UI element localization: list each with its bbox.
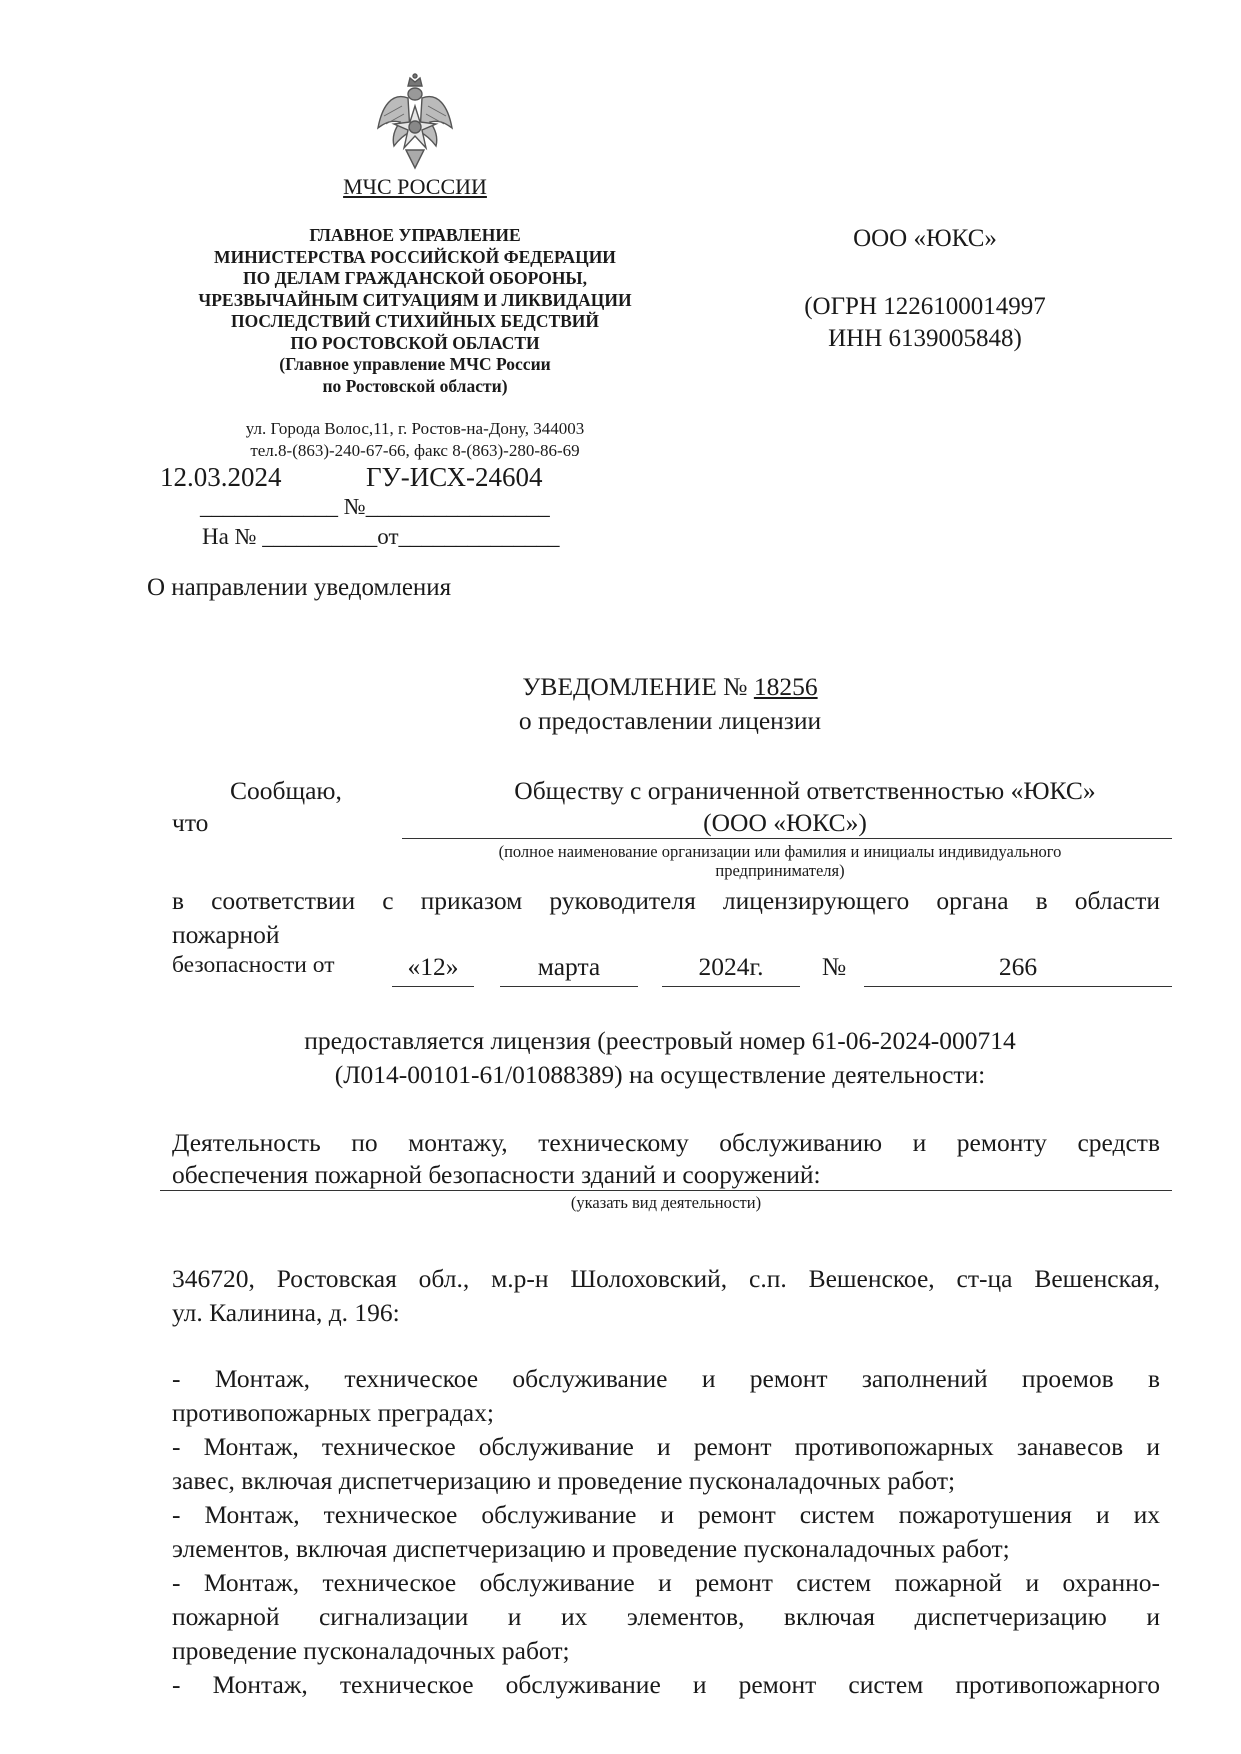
work-item-line: - Монтаж, техническое обслуживание и ремонт систем пожарной и охранно- [172,1568,1160,1597]
department-block [160,225,670,397]
work-item-line: пожарной сигнализации и их элементов, включая диспетчеризацию и [172,1602,1160,1631]
notice-title [330,672,1010,702]
licensee-caption-line: (полное наименование организации или фамилия и инициалы индивидуального [498,842,1062,861]
address-block [190,418,640,462]
order-number-underline [864,986,1172,987]
department-line: ЧРЕЗВЫЧАЙНЫМ СИТУАЦИЯМ И ЛИКВИДАЦИИ [198,289,632,310]
activity-line-2: обеспечения пожарной безопасности зданий и сооружений: [172,1160,821,1189]
location-line-1: 346720, Ростовская обл., м.р-н Шолоховский, с.п. Вешенское, ст-ца Вешенская, [172,1264,1160,1293]
emchs-emblem-icon [372,72,458,172]
order-text-3: безопасности от [172,952,335,978]
order-number-sign: № [821,952,847,981]
department-line: ПО РОСТОВСКОЙ ОБЛАСТИ [290,332,540,353]
license-line-1: предоставляется лицензия (реестровый номер 61-06-2024-000714 [304,1026,1016,1055]
org-name: МЧС РОССИИ [343,174,487,199]
department-line: ПО ДЕЛАМ ГРАЖДАНСКОЙ ОБОРОНЫ, [242,268,587,288]
registration-date: 12.03.2024 [160,462,282,492]
order-year: 2024г. [698,952,764,981]
inform-word: Сообщаю, [230,776,342,805]
recipient-name: ООО «ЮКС» [853,225,997,252]
licensee-underline [402,838,1172,839]
work-item-line: - Монтаж, техническое обслуживание и ремонт противопожарных занавесов и [172,1432,1160,1461]
work-item-line: проведение пусконаладочных работ; [172,1636,570,1665]
work-item-line: противопожарных преградах; [172,1398,494,1427]
department-line: ГЛАВНОЕ УПРАВЛЕНИЕ [309,225,521,245]
notice-number: 18256 [753,672,818,701]
location-line-2: ул. Калинина, д. 196: [172,1298,400,1327]
activity-line-1: Деятельность по монтажу, техническому обслуживанию и ремонту средств [172,1128,1160,1157]
order-month: марта [537,952,601,981]
address-line: ул. Города Волос,11, г. Ростов-на-Дону, 344003 [245,419,585,438]
inform-that: что [172,808,209,837]
work-item-line: - Монтаж, техническое обслуживание и ремонт систем противопожарного [172,1670,1160,1699]
work-item-line: завес, включая диспетчеризацию и проведение пусконаладочных работ; [172,1466,956,1495]
order-text: в соответствии с приказом руководителя лицензирующего органа в области [172,886,1160,915]
registration-number: ГУ-ИСХ-24604 [366,462,543,492]
notice-title-prefix: УВЕДОМЛЕНИЕ № [522,672,754,701]
department-line: по Ростовской области) [322,375,508,396]
licensee-caption-line: предпринимателя) [715,861,845,880]
order-month-underline [500,986,638,987]
activity-underline [160,1190,1172,1191]
license-line-2: (Л014-00101-61/01088389) на осуществление деятельности: [334,1060,986,1089]
licensee-caption [420,842,1140,880]
recipient-inn: ИНН 6139005848) [828,325,1022,352]
department-line: МИНИСТЕРСТВА РОССИЙСКОЙ ФЕДЕРАЦИИ [214,246,616,267]
order-text-2: пожарной [172,920,280,949]
work-item-line: - Монтаж, техническое обслуживание и ремонт заполнений проемов в [172,1364,1160,1393]
order-number: 266 [998,952,1038,981]
phone-line: тел.8-(863)-240-67-66, факс 8-(863)-280-86-69 [250,441,580,460]
activity-caption: (указать вид деятельности) [570,1193,762,1212]
order-day-underline [392,986,474,987]
notice-subtitle: о предоставлении лицензии [518,706,822,735]
work-item-line: - Монтаж, техническое обслуживание и ремонт систем пожаротушения и их [172,1500,1160,1529]
order-day: «12» [407,952,459,981]
recipient-ogrn: (ОГРН 1226100014997 [804,293,1046,320]
department-line: (Главное управление МЧС России [279,354,551,374]
work-item-line: элементов, включая диспетчеризацию и проведение пусконаладочных работ; [172,1534,1010,1563]
blank-reply-line: На № __________от______________ [202,524,560,549]
licensee-name-line2: (ООО «ЮКС») [703,808,867,837]
letter-subject: О направлении уведомления [147,574,452,601]
licensee-name-line1: Обществу с ограниченной ответственностью «ЮКС» [514,776,1096,805]
blank-number-line: ____________ №________________ [200,494,550,519]
order-year-underline [662,986,800,987]
department-line: ПОСЛЕДСТВИЙ СТИХИЙНЫХ БЕДСТВИЙ [230,311,600,331]
